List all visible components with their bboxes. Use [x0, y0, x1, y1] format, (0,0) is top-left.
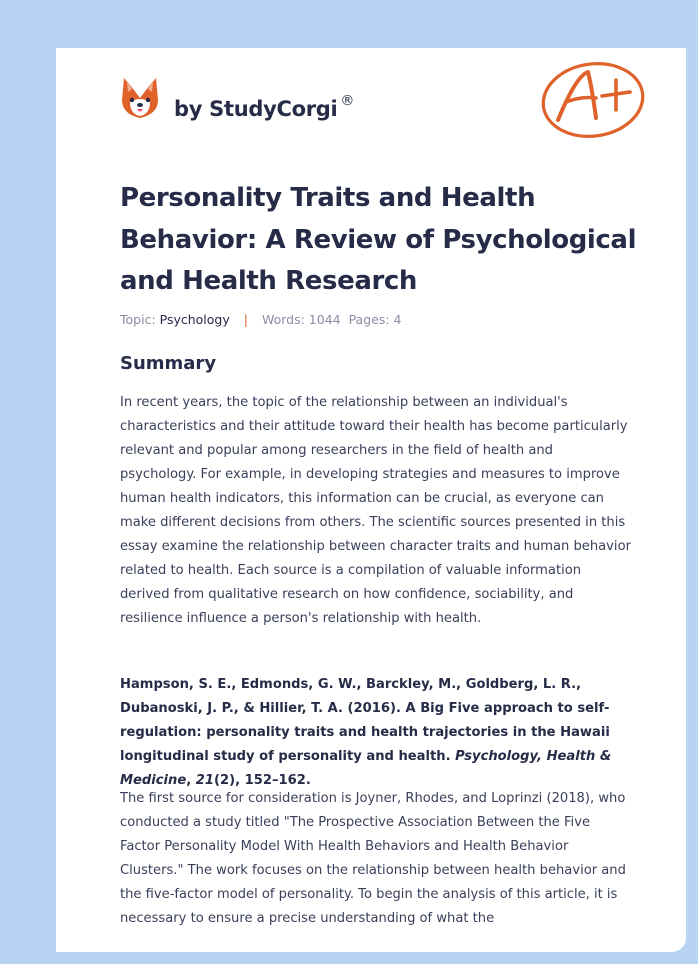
essay-meta: [120, 312, 402, 327]
registered-mark: ®: [340, 93, 355, 109]
meta-separator: |: [243, 312, 248, 327]
grade-a-plus-badge: [536, 58, 648, 140]
pages-label: Pages:: [348, 312, 390, 327]
body-paragraph: The first source for consideration is Joyner, Rhodes, and Loprinzi (2018), who conducted a study titled "The Prospective Association Between the Five Factor Personality Model With Health Behaviors and Health Behavior Clusters." The work focuses on the relationship between health behavior and the five-factor model of personality. To begin the analysis of this article, it is necessary to ensure a precise understanding of what the: [120, 791, 626, 926]
brand-name: [174, 93, 355, 121]
reference-comma: ,: [186, 773, 196, 788]
reference-journal: Psychology, Health & Medicine: [120, 749, 612, 788]
reference-issue-pages: (2), 152–162.: [214, 773, 311, 788]
words-label: Words:: [261, 312, 305, 327]
brand-text: by StudyCorgi: [174, 97, 338, 121]
page-title: Personality Traits and Health Behavior: A Review of Psychological and Health Research: [120, 183, 637, 296]
document-page: [56, 48, 686, 952]
studycorgi-logo[interactable]: [120, 76, 160, 120]
words-value: 1044: [308, 312, 341, 327]
reference-volume: 21: [195, 773, 215, 788]
topic-label: Topic:: [120, 312, 156, 327]
page-header: [56, 48, 686, 158]
reference-main: Hampson, S. E., Edmonds, G. W., Barckley, M., Goldberg, L. R., Dubanoski, J. P., & Hillier, T. A. (2016). A Big Five approach to self-regulation: personality traits and health trajectories in the Hawaii longitudinal study of personality and health.: [120, 677, 610, 764]
summary-paragraph: In recent years, the topic of the relationship between an individual's characteristics and their attitude toward their health has become particularly relevant and popular among researchers in the field of health and psychology. For example, in developing strategies and measures to improve human health indicators, this information can be crucial, as everyone can make different decisions from others. The scientific sources presented in this essay examine the relationship between character traits and human behavior related to health. Each source is a compilation of valuable information derived from qualitative research on how confidence, sociability, and resilience influence a person's relationship with health.: [120, 395, 631, 626]
reference-citation: [120, 673, 632, 793]
section-heading: Summary: [120, 353, 217, 374]
pages-value: 4: [393, 312, 402, 327]
topic-link[interactable]: Psychology: [159, 312, 230, 327]
corgi-head-icon: [120, 76, 160, 120]
